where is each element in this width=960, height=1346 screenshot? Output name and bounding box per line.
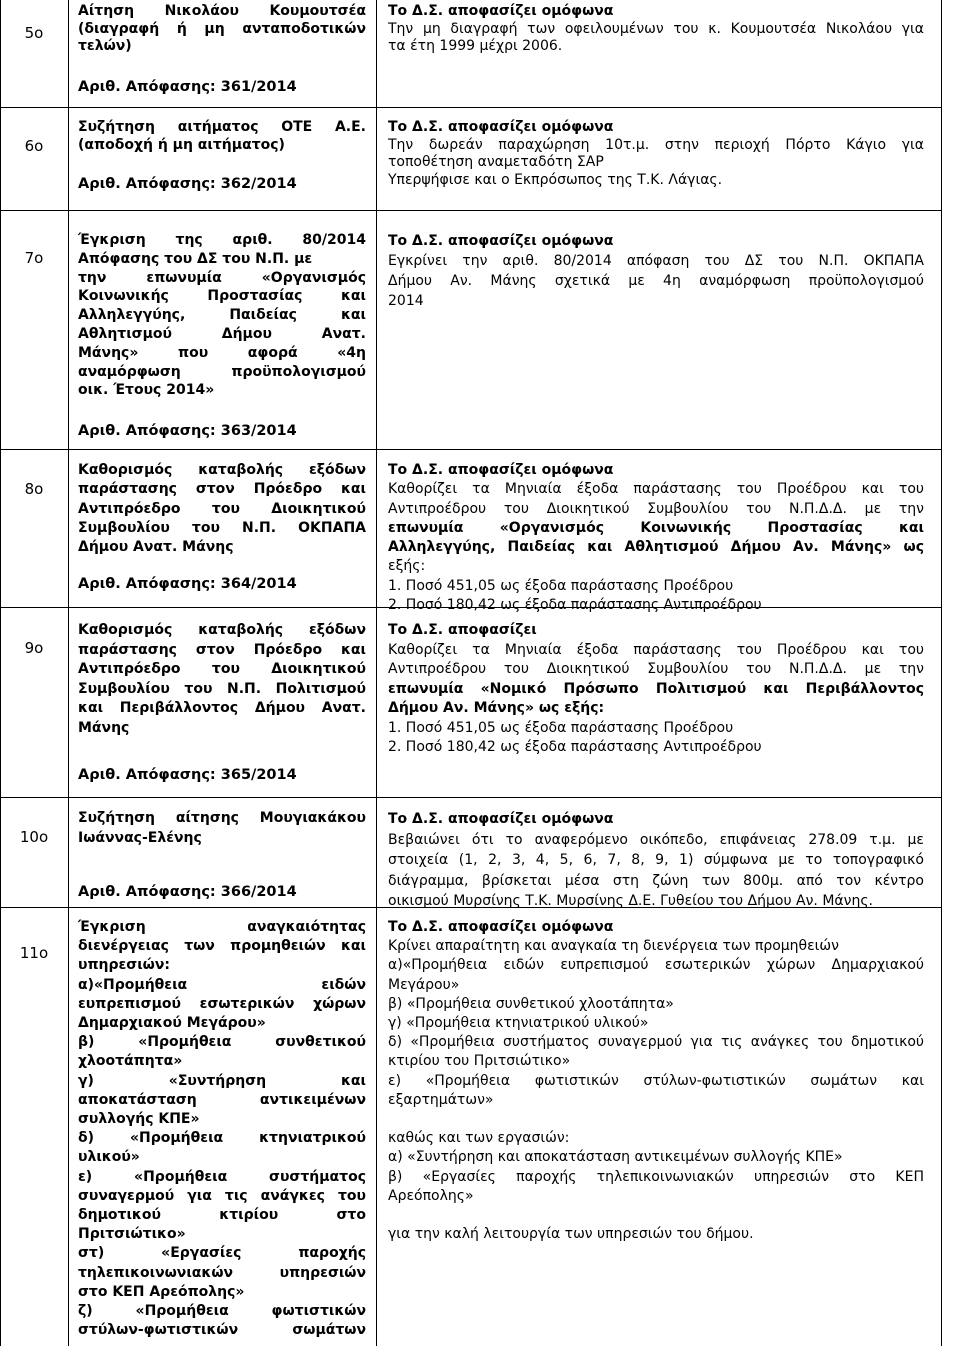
decision-line (388, 1206, 924, 1225)
row-subject (78, 461, 366, 557)
decision-heading: Το Δ.Σ. αποφασίζει ομόφωνα (388, 462, 614, 478)
decision-line: Καθορίζει τα Μηνιαία έξοδα παράστασης του Προέδρου και του (388, 641, 924, 658)
subject-line: οικ. Έτους 2014» (78, 382, 215, 399)
subject-line: γ) «Συντήρηση και (78, 1072, 366, 1089)
subject-line: χλοοτάπητα» (78, 1053, 183, 1070)
decision-line: Δήμου Αν. Μάνης σχετικά με 4η αναμόρφωση προϋπολογισμού (388, 273, 924, 289)
subject-line: Ιωάννας-Ελένης (78, 829, 202, 846)
decision-line: Αντιπροέδρου του Διοικητικού Συμβουλίου του Ν.Π.Δ.Δ. με την (388, 500, 924, 517)
row-subject (78, 809, 366, 848)
subject-line: την επωνυμία «Οργανισμός (78, 269, 366, 286)
subject-line: συναγερμού για τις ανάγκες του (78, 1187, 366, 1204)
decision-line: 1. Ποσό 451,05 ως έξοδα παράστασης Προέδρου (388, 719, 734, 736)
subject-line: Μάνης (78, 719, 130, 736)
subject-line: Αλληλεγγύης, Παιδείας και (78, 307, 366, 324)
subject-line: ε) «Προμήθεια συστήματος (78, 1168, 366, 1185)
row-subject (78, 621, 366, 738)
decision-heading: Το Δ.Σ. αποφασίζει ομόφωνα (388, 811, 614, 827)
subject-line: δ) «Προμήθεια κτηνιατρικού (78, 1130, 366, 1147)
subject-line: Συζήτηση αιτήματος ΟΤΕ Α.Ε. (78, 119, 366, 135)
decision-line: Αρεόπολης» (388, 1187, 474, 1204)
decision-line: 1. Ποσό 451,05 ως έξοδα παράστασης Προέδρου (388, 577, 734, 594)
decision-line: εξής: (388, 558, 426, 575)
subject-line: Κοινωνικής Προστασίας και (78, 288, 366, 305)
row-number: 6ο (24, 137, 44, 155)
decision-heading: Το Δ.Σ. αποφασίζει ομόφωνα (388, 233, 614, 249)
subject-line: Δήμου Ανατ. Μάνης (78, 539, 234, 556)
decision-heading: Το Δ.Σ. αποφασίζει ομόφωνα (388, 119, 614, 135)
row-decision (388, 119, 924, 189)
row-subject (78, 3, 366, 56)
decision-heading: Το Δ.Σ. αποφασίζει ομόφωνα (388, 919, 614, 935)
subject-line: υπηρεσιών: (78, 957, 170, 974)
subject-line: ζ) «Προμήθεια φωτιστικών (78, 1303, 366, 1320)
row-number: 10ο (19, 828, 49, 846)
subject-line: τελών) (78, 38, 132, 54)
decision-number: Αριθ. Απόφασης: 365/2014 (78, 767, 297, 783)
decision-line: Την δωρεάν παραχώρηση 10τ.μ. στην περιοχή Πόρτο Κάγιο για (388, 136, 924, 153)
row-decision (388, 3, 924, 56)
row-subject (78, 119, 366, 154)
subject-line: Μάνης» που αφορά «4η (78, 344, 366, 361)
decision-line: τοποθέτηση αναμεταδότη ΣΑΡ (388, 154, 604, 170)
subject-line: (διαγραφή ή μη ανταποδοτικών (78, 20, 366, 37)
decision-heading: Το Δ.Σ. αποφασίζει ομόφωνα (388, 3, 614, 19)
decision-line: κτιρίου του Πριτσιώτικο» (388, 1053, 571, 1070)
row-number: 11ο (19, 944, 49, 962)
subject-line: Καθορισμός καταβολής εξόδων (78, 462, 366, 478)
subject-line: Καθορισμός καταβολής εξόδων (78, 622, 366, 638)
decision-line: οικισμού Μυρσίνης Τ.Κ. Μυρσίνης Δ.Ε. Γυθείου του Δήμου Αν. Μάνης. (388, 893, 873, 909)
row-decision (388, 918, 924, 1244)
decision-number: Αριθ. Απόφασης: 364/2014 (78, 576, 297, 592)
decision-line: εξαρτημάτων» (388, 1091, 494, 1108)
subject-line: αναμόρφωση προϋπολογισμού (78, 363, 366, 380)
subject-line: Έγκριση αναγκαιότητας (78, 919, 366, 935)
row-number: 5ο (24, 24, 44, 42)
subject-line: Αθλητισμού Δήμου Ανατ. (78, 325, 366, 342)
decision-line: α) «Συντήρηση και αποκατάσταση αντικειμένων συλλογής ΚΠΕ» (388, 1149, 843, 1166)
decision-heading: Το Δ.Σ. αποφασίζει (388, 622, 537, 638)
subject-line: διενέργειας των προμηθειών και (78, 938, 366, 955)
decision-line: επωνυμία «Νομικό Πρόσωπο Πολιτισμού και Περιβάλλοντος (388, 680, 924, 697)
subject-line: τηλεπικοινωνιακών υπηρεσιών (78, 1264, 366, 1281)
row-decision (388, 461, 924, 615)
subject-line: στο ΚΕΠ Αρεόπολης» (78, 1283, 245, 1300)
subject-line: Πριτσιώτικο» (78, 1226, 186, 1243)
decision-number: Αριθ. Απόφασης: 362/2014 (78, 176, 297, 192)
decision-line: 2. Ποσό 180,42 ως έξοδα παράστασης Αντιπροέδρου (388, 597, 762, 614)
subject-line: Συζήτηση αίτησης Μουγιακάκου (78, 810, 366, 826)
decision-line: Δήμου Αν. Μάνης» ως εξής: (388, 700, 605, 716)
subject-line: β) «Προμήθεια συνθετικού (78, 1034, 366, 1051)
subject-line: δημοτικού κτιρίου στο (78, 1207, 366, 1224)
subject-line: α)«Προμήθεια ειδών (78, 976, 366, 993)
row-subject (78, 918, 366, 1340)
row-decision (388, 231, 924, 311)
row-number: 8ο (24, 480, 44, 498)
decision-number: Αριθ. Απόφασης: 361/2014 (78, 79, 297, 95)
decision-line: Κρίνει απαραίτητη και αναγκαία τη διενέργεια των προμηθειών (388, 938, 839, 955)
decision-line: Βεβαιώνει ότι το αναφερόμενο οικόπεδο, επιφάνειας 278.09 τ.μ. με (388, 831, 924, 848)
decision-line: επωνυμία «Οργανισμός Κοινωνικής Προστασίας και (388, 519, 924, 536)
decision-line: ε) «Προμήθεια φωτιστικών στύλων-φωτιστικών σωμάτων και (388, 1072, 924, 1089)
subject-line: στύλων-φωτιστικών σωμάτων (78, 1322, 366, 1339)
decision-line: 2. Ποσό 180,42 ως έξοδα παράστασης Αντιπροέδρου (388, 739, 762, 755)
decision-line: διάγραμμα, βρίσκεται μέσα στη ζώνη των 800μ. από τον κέντρο (388, 872, 924, 889)
decision-line: 2014 (388, 293, 424, 309)
decision-line (388, 1110, 924, 1129)
decision-line: β) «Προμήθεια συνθετικού χλοοτάπητα» (388, 995, 674, 1012)
subject-line: αποκατάσταση αντικειμένων (78, 1091, 366, 1108)
subject-line: και Περιβάλλοντος Δήμου Ανατ. (78, 700, 366, 716)
subject-line: στ) «Εργασίες παροχής (78, 1245, 366, 1262)
subject-line: (αποδοχή ή μη αιτήματος) (78, 136, 285, 153)
decision-line: Εγκρίνει την αριθ. 80/2014 απόφαση του ΔΣ του Ν.Π. ΟΚΠΑΠΑ (388, 253, 924, 269)
subject-line: Αίτηση Νικολάου Κουμουτσέα (78, 3, 366, 19)
decision-line: στοιχεία (1, 2, 3, 4, 5, 6, 7, 8, 9, 1) σύμφωνα με το τοπογραφικό (388, 852, 924, 868)
subject-line: παράστασης στον Πρόεδρο και (78, 481, 366, 498)
row-number: 9ο (24, 639, 44, 657)
subject-line: παράστασης στον Πρόεδρο και (78, 641, 366, 658)
decision-number: Αριθ. Απόφασης: 363/2014 (78, 423, 297, 439)
decision-line: α)«Προμήθεια ειδών ευπρεπισμού εσωτερικών χώρων Δημαρχιακού (388, 957, 924, 974)
decision-line: τα έτη 1999 μέχρι 2006. (388, 38, 563, 54)
subject-line: Αντιπρόεδρο του Διοικητικού (78, 661, 366, 677)
row-decision (388, 809, 924, 912)
decision-line: για την καλή λειτουργία των υπηρεσιών του δήμου. (388, 1226, 754, 1243)
decision-line: γ) «Προμήθεια κτηνιατρικού υλικού» (388, 1015, 649, 1032)
subject-line: ευπρεπισμού εσωτερικών χώρων (78, 995, 366, 1012)
subject-line: Δημαρχιακού Μεγάρου» (78, 1015, 266, 1032)
decision-line: Αντιπροέδρου του Διοικητικού Συμβουλίου του Ν.Π.Δ.Δ. με την (388, 661, 924, 677)
decision-line: Μεγάρου» (388, 976, 460, 993)
decision-number: Αριθ. Απόφασης: 366/2014 (78, 884, 297, 900)
subject-line: υλικού» (78, 1149, 140, 1166)
decision-line: δ) «Προμήθεια συστήματος συναγερμού για τις ανάγκες του δημοτικού (388, 1034, 924, 1051)
subject-line: Απόφασης του ΔΣ του Ν.Π. με (78, 250, 313, 267)
subject-line: Αντιπρόεδρο του Διοικητικού (78, 500, 366, 517)
subject-line: Συμβουλίου του Ν.Π. Πολιτισμού (78, 680, 366, 697)
subject-line: Έγκριση της αριθ. 80/2014 (78, 232, 366, 248)
row-decision (388, 621, 924, 758)
decision-line: Την μη διαγραφή των οφειλουμένων του κ. Κουμουτσέα Νικολάου για (388, 20, 924, 37)
decision-line: Καθορίζει τα Μηνιαία έξοδα παράστασης του Προέδρου και του (388, 481, 924, 498)
subject-line: συλλογής ΚΠΕ» (78, 1111, 200, 1128)
row-number: 7ο (24, 249, 44, 267)
subject-line: Συμβουλίου του Ν.Π. ΟΚΠΑΠΑ (78, 519, 366, 536)
decision-line: καθώς και των εργασιών: (388, 1130, 570, 1147)
decision-line: Αλληλεγγύης, Παιδείας και Αθλητισμού Δήμου Αν. Μάνης» ως (388, 539, 924, 556)
decision-line: Υπερψήφισε και ο Εκπρόσωπος της Τ.Κ. Λάγιας. (388, 171, 723, 188)
row-subject (78, 231, 366, 400)
decision-line: β) «Εργασίες παροχής τηλεπικοινωνιακών υπηρεσιών στο ΚΕΠ (388, 1168, 924, 1185)
